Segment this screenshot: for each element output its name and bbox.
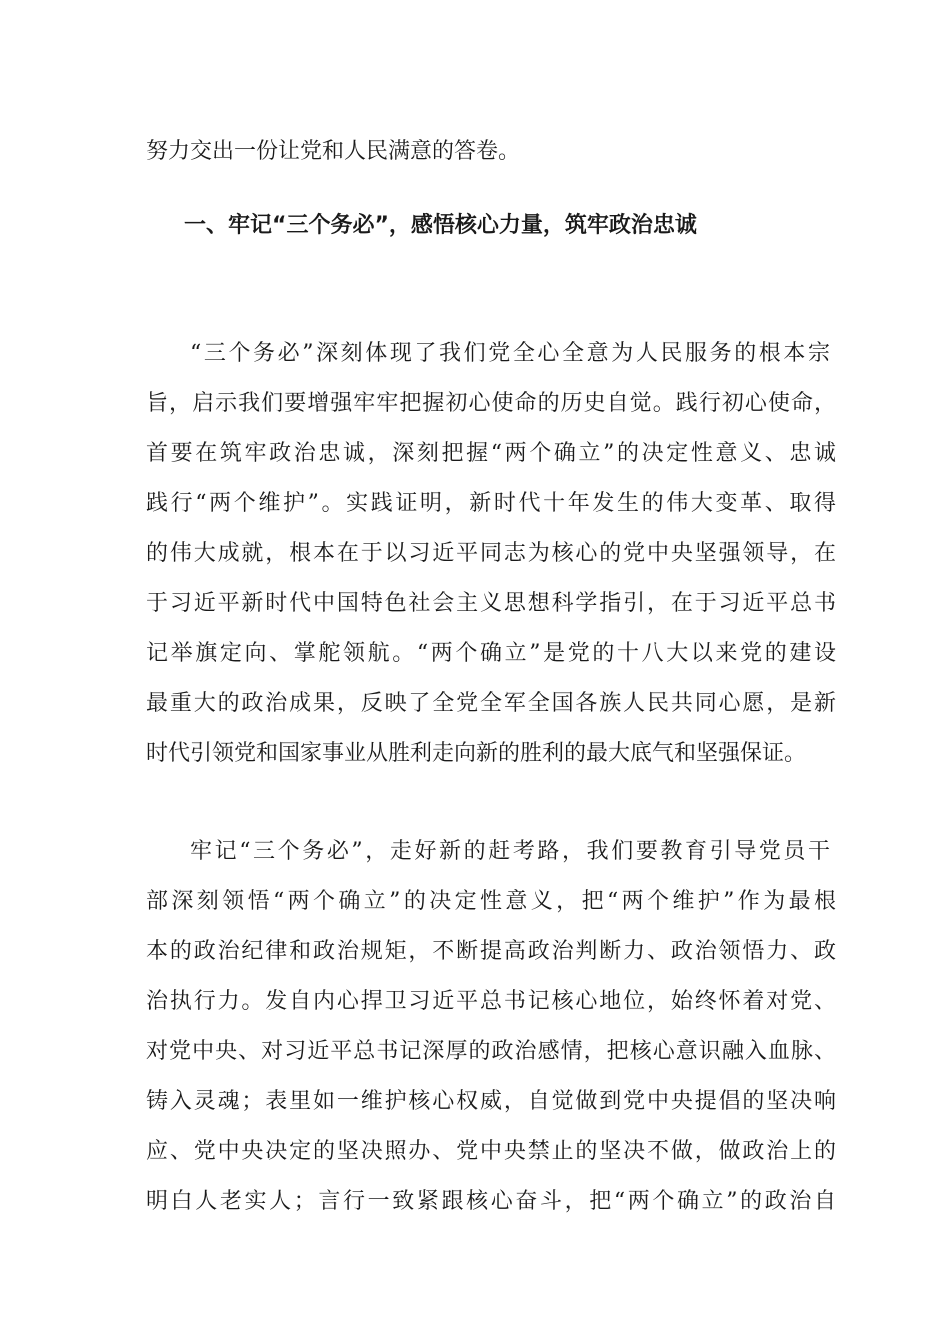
paragraph-2-line: 铸入灵魂；表里如一维护核心权威，自觉做到党中央提倡的坚决响 xyxy=(146,1089,836,1114)
paragraph-2-line: 对党中央、对习近平总书记深厚的政治感情，把核心意识融入血脉、 xyxy=(146,1039,836,1064)
paragraph-2-line: 应、党中央决定的坚决照办、党中央禁止的坚决不做，做政治上的 xyxy=(146,1139,836,1164)
section-heading: 一、牢记“三个务必”，感悟核心力量，筑牢政治忠诚 xyxy=(184,213,697,238)
paragraph-2-line: 明白人老实人；言行一致紧跟核心奋斗，把“两个确立”的政治自 xyxy=(146,1189,836,1214)
paragraph-2-line: 牢记“三个务必”，走好新的赶考路，我们要教育引导党员干 xyxy=(190,839,830,864)
paragraph-1-line: 时代引领党和国家事业从胜利走向新的胜利的最大底气和坚强保证。 xyxy=(146,741,807,766)
paragraph-1-line: 践行“两个维护”。实践证明，新时代十年发生的伟大变革、取得 xyxy=(146,491,836,516)
paragraph-2-line: 本的政治纪律和政治规矩，不断提高政治判断力、政治领悟力、政 xyxy=(146,939,836,964)
paragraph-2-line: 部深刻领悟“两个确立”的决定性意义，把“两个维护”作为最根 xyxy=(146,889,836,914)
intro-tail-line: 努力交出一份让党和人民满意的答卷。 xyxy=(146,139,521,164)
paragraph-1-line: 首要在筑牢政治忠诚，深刻把握“两个确立”的决定性意义、忠诚 xyxy=(146,441,836,466)
paragraph-2-line: 治执行力。发自内心捍卫习近平总书记核心地位，始终怀着对党、 xyxy=(146,989,836,1014)
paragraph-1-line: 的伟大成就，根本在于以习近平同志为核心的党中央坚强领导，在 xyxy=(146,541,836,566)
paragraph-1-line: “三个务必”深刻体现了我们党全心全意为人民服务的根本宗 xyxy=(190,341,830,366)
paragraph-1-line: 记举旗定向、掌舵领航。“两个确立”是党的十八大以来党的建设 xyxy=(146,641,836,666)
paragraph-1-line: 最重大的政治成果，反映了全党全军全国各族人民共同心愿，是新 xyxy=(146,691,836,716)
paragraph-1-line: 旨，启示我们要增强牢牢把握初心使命的历史自觉。践行初心使命， xyxy=(146,391,836,416)
paragraph-1-line: 于习近平新时代中国特色社会主义思想科学指引，在于习近平总书 xyxy=(146,591,836,616)
